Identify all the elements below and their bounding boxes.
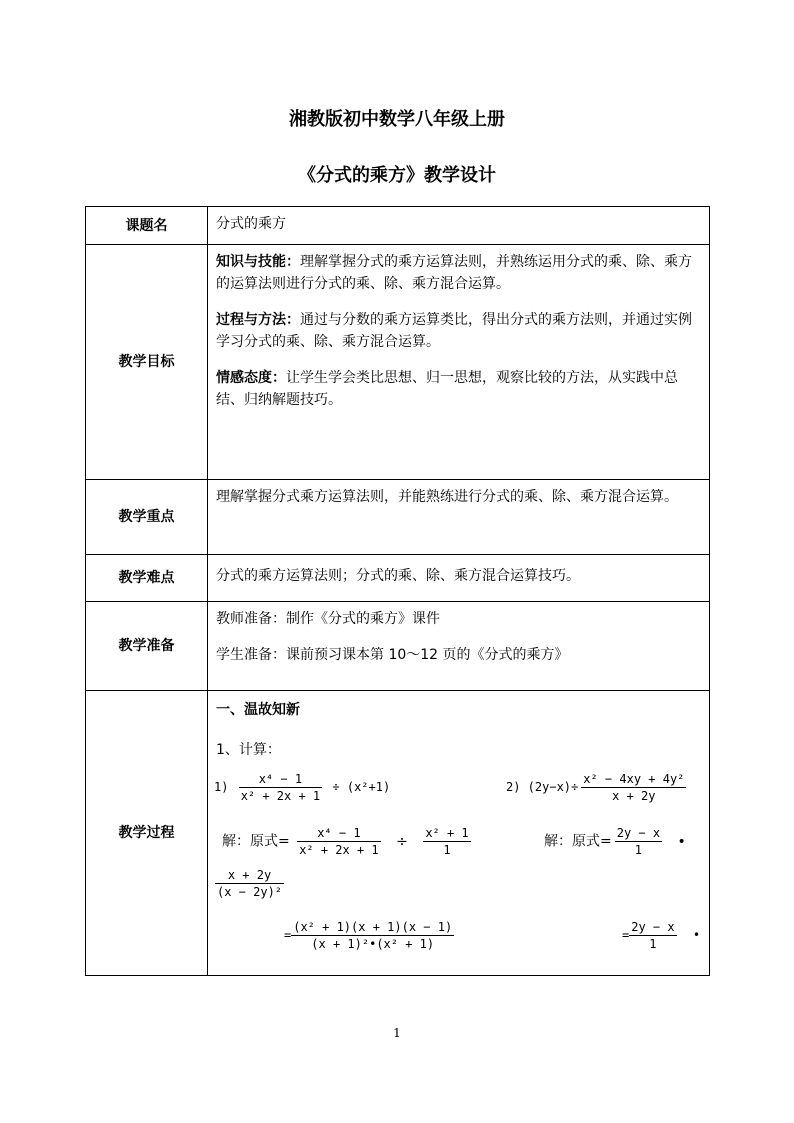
document-subtitle: 《分式的乘方》教学设计 (298, 165, 496, 186)
topic-label: 课题名 (86, 207, 208, 245)
row-topic (86, 207, 710, 245)
solution-2-step-2: = $\frac{2y - x}{1}$ • (622, 920, 701, 951)
prep-teacher: 教师准备：制作《分式的乘方》课件 (216, 611, 440, 627)
exercise-heading: 1、计算： (216, 742, 281, 758)
key-text: 理解掌握分式乘方运算法则，并能熟练进行分式的乘、除、乘方混合运算。 (216, 489, 678, 505)
section-heading: 一、温故知新 (216, 702, 300, 718)
problem-1: 1) $\frac{\text{x⁴ − 1}}{\text{x² + 2x + 1}}$ ÷ (x²+1) (214, 772, 391, 803)
goals-label: 教学目标 (86, 245, 208, 480)
topic-value: 分式的乘方 (216, 216, 286, 232)
solution-1-step-1: 解：原式= $\frac{\text{x⁴ − 1}}{\text{x² + 2x + 1}}$ ÷ $\frac{\text{x² + 1}}{1}$ (222, 826, 469, 857)
prep-label: 教学准备 (86, 602, 208, 691)
solution-2-step-1-cont: $\frac{x + 2y}{\text{(x − 2y)²}}$ (217, 868, 283, 899)
solution-1-step-2: = $\frac{\text{(x² + 1)(x + 1)(x − 1)}}{\text{(x + 1)²•(x² + 1)}}$ (284, 920, 453, 951)
goal-knowledge: 知识与技能：理解掌握分式的乘方运算法则，并熟练运用分式的乘、除、乘方的运算法则进行分式的乘、除、乘方混合运算。 (216, 254, 692, 292)
difficulty-label: 教学难点 (86, 555, 208, 602)
problem-2: 2) (2y−x)÷ $\frac{\text{x² − 4xy + 4y²}}{x + 2y}$ (506, 772, 685, 803)
difficulty-text: 分式的乘方运算法则；分式的乘、除、乘方混合运算技巧。 (216, 568, 580, 584)
page-number: 1 (393, 1026, 401, 1040)
problem-2-fraction: $\frac{\text{x² − 4xy + 4y²}}{x + 2y}$ (583, 772, 685, 803)
row-process (86, 691, 710, 976)
row-preparation (86, 602, 710, 691)
process-label: 教学过程 (86, 691, 208, 976)
document-title: 湘教版初中数学八年级上册 (289, 109, 505, 130)
key-label: 教学重点 (86, 480, 208, 555)
solution-2-step-1: 解：原式= $\frac{2y - x}{1}$ • (544, 826, 686, 857)
goal-process: 过程与方法：通过与分数的乘方运算类比，得出分式的乘方法则，并通过实例学习分式的乘、除、乘方混合运算。 (216, 312, 692, 350)
row-goals (86, 245, 710, 480)
prep-student: 学生准备：课前预习课本第 10～12 页的《分式的乘方》 (216, 647, 569, 663)
process-content (208, 691, 709, 975)
lesson-plan-table (85, 206, 710, 976)
problem-1-fraction: $\frac{\text{x⁴ − 1}}{\text{x² + 2x + 1}}$ (240, 772, 321, 803)
row-key-point (86, 480, 710, 555)
row-difficulty (86, 555, 710, 602)
goal-attitude: 情感态度：让学生学会类比思想、归一思想，观察比较的方法，从实践中总结、归纳解题技巧。 (216, 370, 678, 408)
